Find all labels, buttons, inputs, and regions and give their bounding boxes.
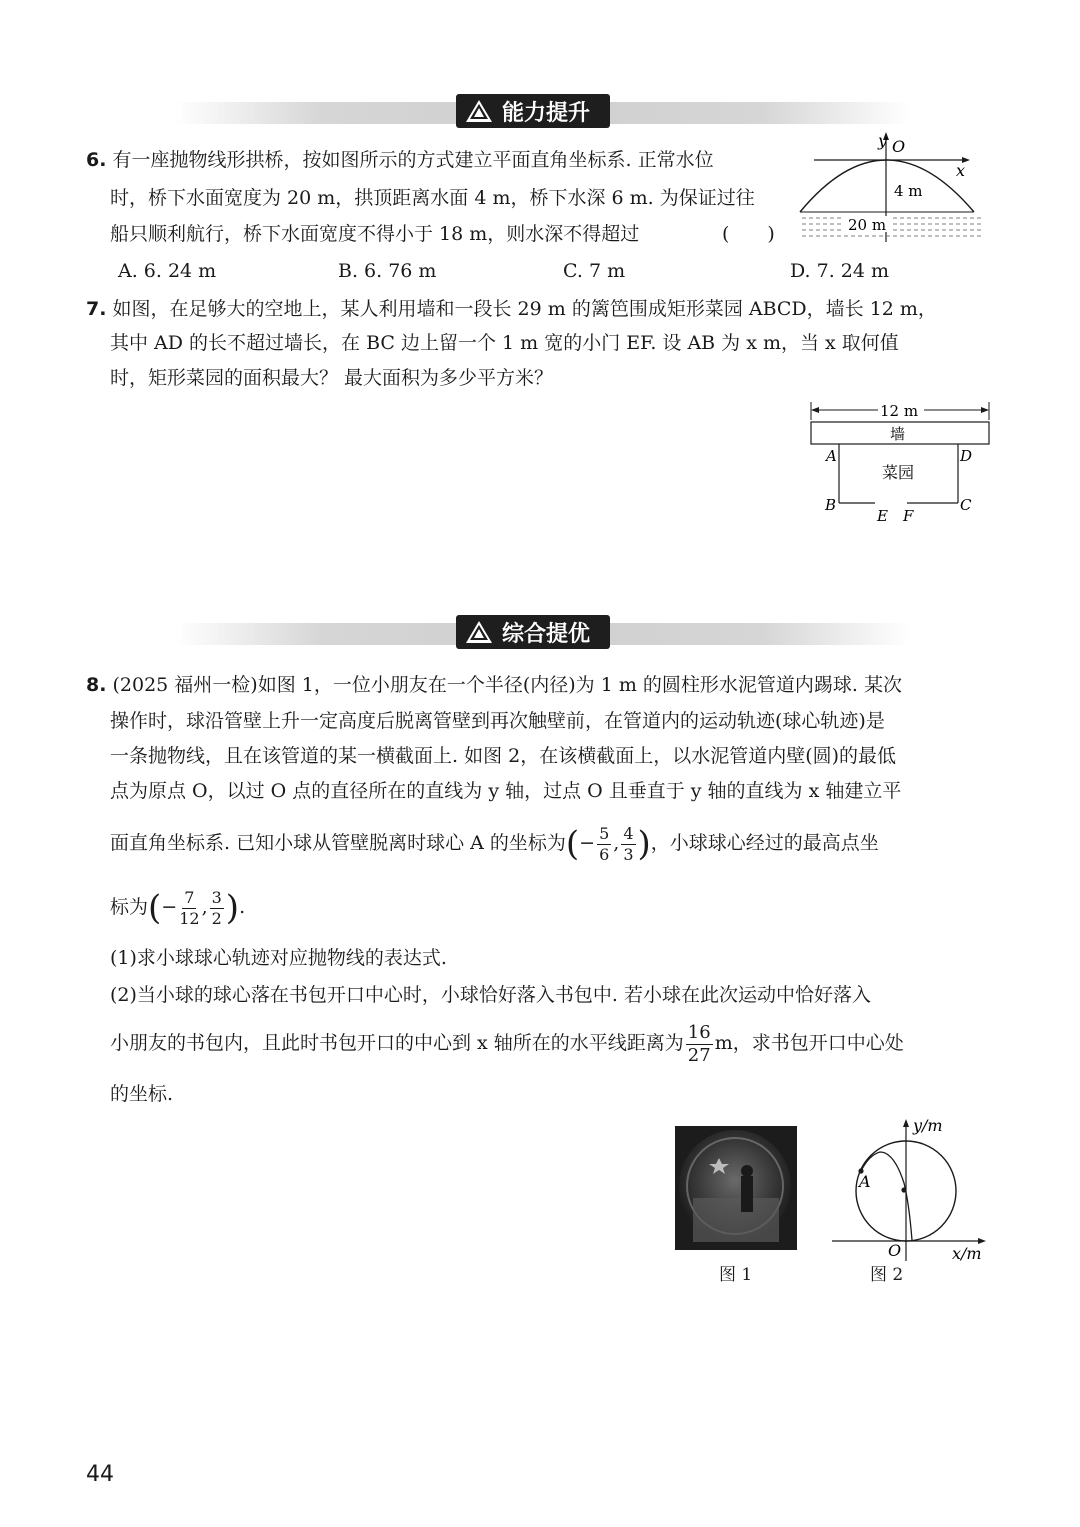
q8-sub2-line3: 的坐标. <box>110 1083 174 1105</box>
q8-sub2-line2: 小朋友的书包内，且此时书包开口的中心到 x 轴所在的水平线距离为 $\frac{16}{27}$ m，求书包开口中心处 <box>110 1021 904 1066</box>
y-axis-label: y <box>878 131 888 150</box>
q6-choice-a[interactable]: A. 6. 24 m <box>118 260 217 282</box>
fig2-caption: 图 2 <box>870 1265 904 1285</box>
fraction: $\frac{7}{12}$ <box>179 887 200 928</box>
q7-number: 7. <box>86 298 107 320</box>
q6-bridge-figure <box>790 130 990 245</box>
fraction: $\frac{4}{3}$ <box>623 823 634 864</box>
origin-label: O <box>892 137 906 156</box>
q8-line2: 操作时，球沿管壁上升一定高度后脱离管壁到再次触壁前，在管道内的运动轨迹(球心轨迹)是 <box>110 710 885 732</box>
fraction: $\frac{5}{6}$ <box>599 823 610 864</box>
q6-line2: 时，桥下水面宽度为 20 m，拱顶距离水面 4 m，桥下水深 6 m. 为保证过往 <box>110 187 755 209</box>
width-label: 20 m <box>848 216 887 234</box>
q7-garden-figure <box>808 398 998 526</box>
x-axis-label: x/m <box>952 1244 982 1263</box>
q8-line6: 标为(− $\frac{7}{12}$ , $\frac{3}{2}$ ). <box>110 887 246 928</box>
sign: − <box>161 896 178 918</box>
q8-sub1: (1)求小球球心轨迹对应抛物线的表达式. <box>110 947 447 969</box>
garden-label: 菜园 <box>882 463 915 482</box>
x-axis-label: x <box>956 161 966 180</box>
q6-choice-b[interactable]: B. 6. 76 m <box>338 260 437 282</box>
q8-circle-figure <box>830 1115 1000 1265</box>
q8-line3: 一条抛物线，且在该管道的某一横截面上. 如图 2，在该横截面上，以水泥管道内壁(圆)的最低 <box>110 745 897 767</box>
page-number: 44 <box>86 1462 114 1487</box>
q7-line3: 时，矩形菜园的面积最大？ 最大面积为多少平方米？ <box>110 367 554 389</box>
fraction: $\frac{3}{2}$ <box>211 887 222 928</box>
q8-photo-figure <box>675 1126 797 1250</box>
pyramid-icon <box>464 98 494 124</box>
q6-choice-c[interactable]: C. 7 m <box>563 260 626 282</box>
q6-line3: 船只顺利航行，桥下水面宽度不得小于 18 m，则水深不得超过 <box>110 223 640 245</box>
q8-sub2-line1: (2)当小球的球心落在书包开口中心时，小球恰好落入书包中. 若小球在此次运动中恰好落入 <box>110 984 871 1006</box>
wall-label: 墙 <box>890 425 906 443</box>
pyramid-icon <box>464 619 494 645</box>
fig1-caption: 图 1 <box>719 1265 753 1285</box>
sign: − <box>579 832 596 854</box>
q8-line5: 面直角坐标系. 已知小球从管壁脱离时球心 A 的坐标为(− $\frac{5}{6}$ , $\frac{4}{3}$ )，小球球心经过的最高点坐 <box>110 823 879 864</box>
q8-line1: 8. (2025 福州一检)如图 1，一位小朋友在一个半径(内径)为 1 m 的圆柱形水泥管道内踢球. 某次 <box>86 674 902 696</box>
point-c-label: C <box>960 496 972 514</box>
point-a-label: A <box>826 447 837 465</box>
q7-line2: 其中 AD 的长不超过墙长，在 BC 边上留一个 1 m 宽的小门 EF. 设 AB 为 x m，当 x 取何值 <box>110 332 899 354</box>
height-label: 4 m <box>894 182 923 200</box>
q8-number: 8. <box>86 674 107 696</box>
q6-number: 6. <box>86 149 107 171</box>
q6-line1: 6. 有一座抛物线形拱桥，按如图所示的方式建立平面直角坐标系. 正常水位 <box>86 149 714 171</box>
q7-line1: 7. 如图，在足够大的空地上，某人利用墙和一段长 29 m 的篱笆围成矩形菜园 ABCD，墙长 12 m， <box>86 298 937 320</box>
origin-label: O <box>888 1241 902 1260</box>
y-axis-label: y/m <box>913 1116 943 1135</box>
point-d-label: D <box>960 447 973 465</box>
point-e-label: E <box>877 507 888 525</box>
wall-length-label: 12 m <box>880 402 919 420</box>
section-tag <box>456 94 610 128</box>
fraction: $\frac{16}{27}$ <box>687 1021 711 1066</box>
section-tag <box>456 615 610 649</box>
point-f-label: F <box>903 507 914 525</box>
q6-answer-blank[interactable]: ( ) <box>722 223 775 245</box>
section-title: 综合提优 <box>502 621 591 647</box>
section-header-ability <box>0 92 1080 132</box>
section-header-comprehensive <box>0 613 1080 653</box>
point-b-label: B <box>825 496 837 514</box>
point-a-label: A <box>859 1172 871 1191</box>
q8-line4: 点为原点 O，以过 O 点的直径所在的直线为 y 轴，过点 O 且垂直于 y 轴的直线为 x 轴建立平 <box>110 780 902 802</box>
q6-choice-d[interactable]: D. 7. 24 m <box>790 260 890 282</box>
section-title: 能力提升 <box>502 100 591 126</box>
